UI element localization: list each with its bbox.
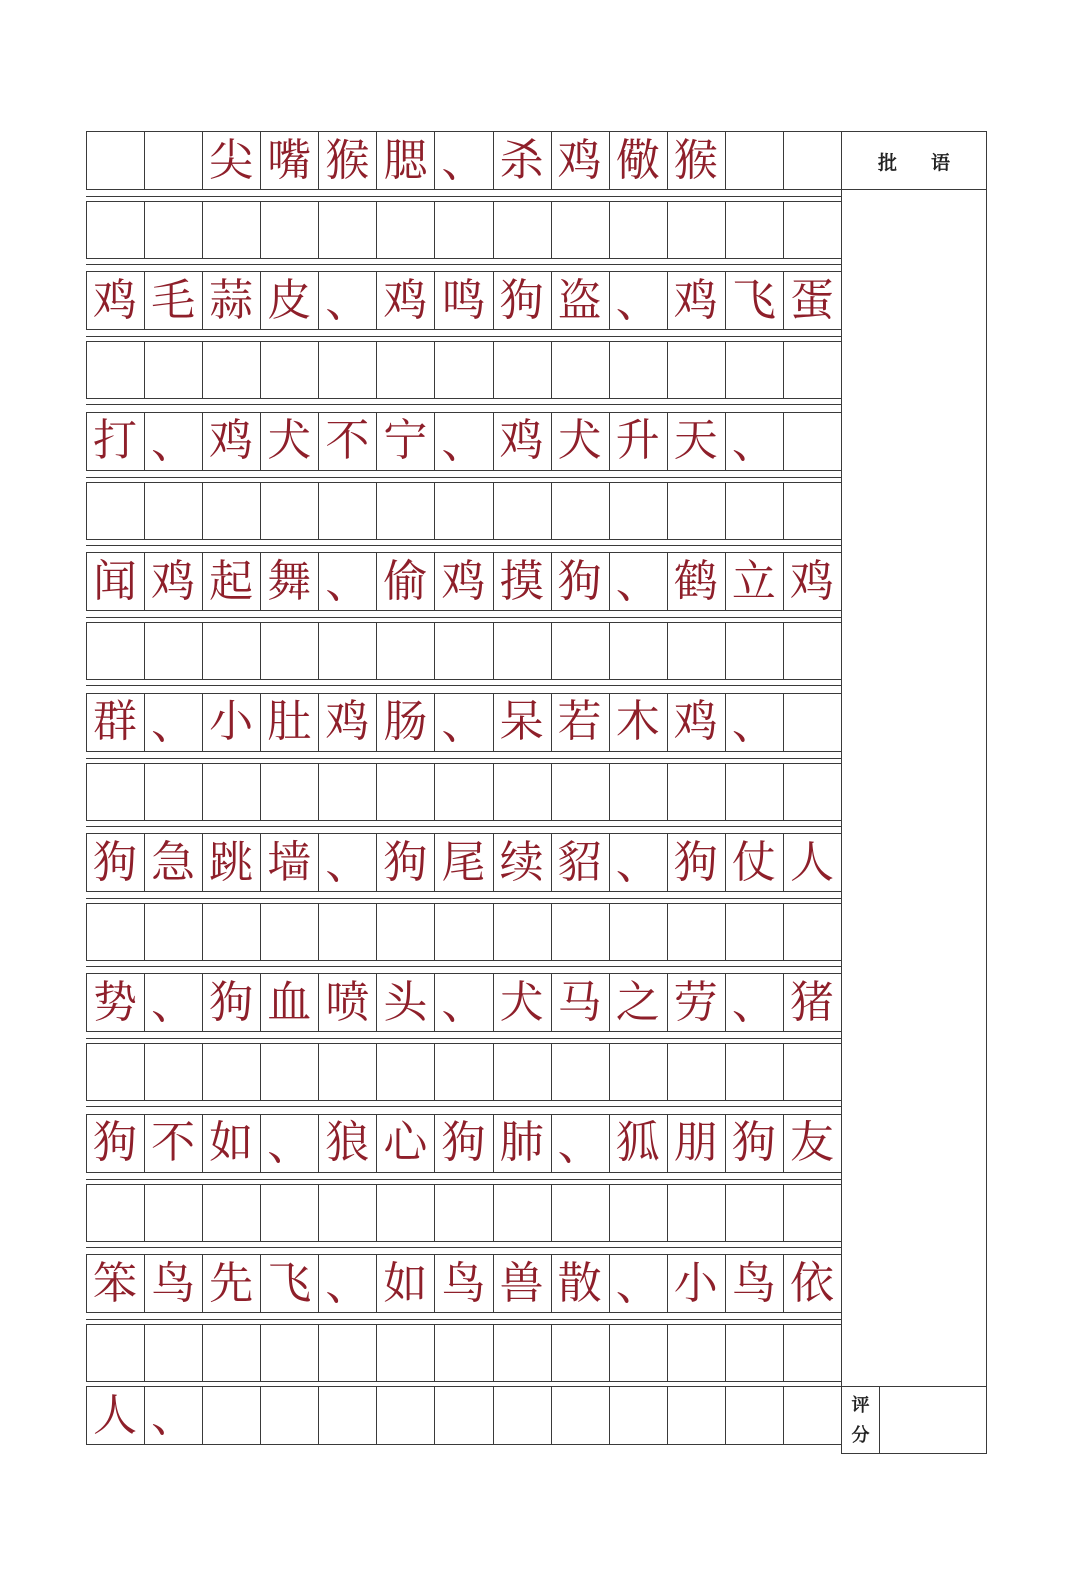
blank-cell [86,622,146,680]
handwritten-char: 打 [93,415,138,467]
blank-cell [260,341,320,399]
handwritten-char: 跳 [209,836,254,888]
blank-cell [725,903,785,961]
blank-cell [318,201,378,259]
blank-cell [144,482,204,540]
blank-cell [318,482,378,540]
blank-cell [376,482,436,540]
handwritten-char: 肠 [383,696,428,748]
handwritten-char: 如 [209,1117,254,1169]
side-panel [841,131,987,1454]
handwritten-char: 笨 [93,1257,138,1309]
blank-cell [202,482,262,540]
handwritten-char: 尾 [441,836,486,888]
blank-cell [609,622,669,680]
grid-cell [202,1386,262,1445]
handwritten-char: 散 [557,1257,602,1309]
handwritten-char: 猴 [325,134,370,186]
blank-cell [318,622,378,680]
handwritten-char: 偷 [383,555,428,607]
blank-cell [144,622,204,680]
handwritten-char: 鸡 [557,134,602,186]
handwritten-char: 、 [151,978,196,1030]
handwritten-char: 、 [267,1118,312,1170]
blank-cell [493,622,553,680]
handwritten-char: 狗 [93,836,138,888]
blank-cell [667,1184,727,1242]
handwritten-char: 头 [383,976,428,1028]
blank-cell [783,622,843,680]
handwritten-char: 起 [209,555,254,607]
handwritten-char: 舞 [267,555,312,607]
handwritten-char: 腮 [383,134,428,186]
blank-cell [434,903,494,961]
handwritten-char: 心 [383,1117,428,1169]
blank-cell [434,201,494,259]
handwritten-char: 猴 [673,134,718,186]
row-rule [86,826,841,827]
handwritten-char: 续 [499,836,544,888]
blank-cell [318,1324,378,1382]
handwritten-char: 小 [673,1257,718,1309]
handwritten-char: 人 [93,1389,138,1441]
handwritten-char: 、 [151,416,196,468]
handwritten-char: 如 [383,1257,428,1309]
handwritten-char: 、 [441,978,486,1030]
blank-cell [260,763,320,821]
blank-cell [260,1184,320,1242]
blank-cell [667,622,727,680]
blank-cell [86,903,146,961]
grid-cell [493,1386,553,1445]
blank-cell [434,622,494,680]
row-rule [86,404,841,405]
handwritten-char: 势 [93,976,138,1028]
blank-cell [493,201,553,259]
grid-cell [609,1386,669,1445]
blank-cell [551,1324,611,1382]
blank-cell [725,763,785,821]
blank-cell [144,1184,204,1242]
handwritten-char: 宁 [383,415,428,467]
handwritten-char: 、 [325,276,370,328]
blank-cell [202,1324,262,1382]
blank-cell [318,903,378,961]
handwritten-char: 肺 [499,1117,544,1169]
blank-cell [318,1043,378,1101]
handwritten-char: 不 [151,1117,196,1169]
blank-cell [86,482,146,540]
handwritten-char: 飞 [731,274,776,326]
blank-cell [493,1043,553,1101]
row-rule [86,898,841,899]
blank-cell [376,1184,436,1242]
handwritten-char: 、 [615,276,660,328]
handwritten-char: 盗 [557,274,602,326]
handwritten-char: 狗 [673,836,718,888]
handwritten-char: 木 [615,696,660,748]
blank-cell [144,1043,204,1101]
handwritten-char: 狐 [615,1117,660,1169]
handwritten-char: 墙 [267,836,312,888]
blank-cell [144,1324,204,1382]
grid-cell [86,131,146,190]
handwritten-char: 、 [615,1259,660,1311]
blank-cell [783,1324,843,1382]
grid-cell [434,1386,494,1445]
grid-cell [783,412,843,471]
handwritten-char: 鸡 [673,274,718,326]
handwritten-char: 狗 [499,274,544,326]
blank-cell [86,763,146,821]
blank-cell [551,1184,611,1242]
blank-cell [609,341,669,399]
handwritten-char: 若 [557,696,602,748]
blank-cell [609,1184,669,1242]
handwritten-char: 不 [325,415,370,467]
handwritten-char: 、 [325,838,370,889]
blank-cell [260,1324,320,1382]
comment-header [842,131,986,190]
blank-cell [86,1184,146,1242]
row-rule [86,1319,841,1320]
grid-cell [318,1386,378,1445]
handwritten-char: 杀 [499,134,544,186]
handwritten-char: 摸 [499,555,544,607]
handwritten-char: 马 [557,976,602,1028]
handwritten-char: 劳 [673,976,718,1028]
blank-cell [144,763,204,821]
handwritten-char: 鹤 [673,555,718,607]
blank-cell [609,201,669,259]
blank-cell [86,201,146,259]
blank-cell [260,482,320,540]
blank-cell [376,201,436,259]
blank-cell [551,482,611,540]
handwritten-char: 小 [209,696,254,748]
blank-cell [493,341,553,399]
blank-cell [609,1043,669,1101]
handwritten-char: 鸡 [383,274,428,326]
grid-cell [725,1386,785,1445]
blank-cell [318,763,378,821]
handwritten-char: 狗 [209,976,254,1028]
blank-cell [783,201,843,259]
blank-cell [609,763,669,821]
handwritten-char: 蛋 [789,274,834,326]
handwritten-char: 鸡 [325,696,370,748]
handwritten-char: 、 [731,978,776,1030]
blank-cell [144,341,204,399]
handwritten-char: 犬 [267,415,312,467]
handwritten-char: 鸡 [209,415,254,467]
row-rule [86,1179,841,1180]
blank-cell [376,622,436,680]
handwritten-char: 急 [151,836,196,888]
handwritten-char: 猪 [789,976,834,1028]
grid-cell [725,131,785,190]
blank-cell [725,201,785,259]
row-rule [86,196,841,197]
handwritten-char: 兽 [499,1257,544,1309]
blank-cell [609,1324,669,1382]
score-label-char: 评 [851,1395,870,1416]
blank-cell [667,1324,727,1382]
blank-cell [551,201,611,259]
handwritten-char: 朋 [673,1117,718,1169]
blank-cell [551,341,611,399]
row-rule [86,617,841,618]
blank-cell [725,1043,785,1101]
handwritten-char: 、 [615,557,660,609]
row-rule [86,477,841,478]
blank-cell [551,622,611,680]
handwritten-char: 、 [731,416,776,468]
score-divider [879,1387,880,1453]
handwritten-char: 喷 [325,976,370,1028]
blank-cell [202,1184,262,1242]
handwritten-char: 、 [441,416,486,468]
blank-cell [725,482,785,540]
row-rule [86,545,841,546]
handwritten-char: 貂 [557,836,602,888]
blank-cell [318,1184,378,1242]
handwritten-char: 之 [615,976,660,1028]
handwritten-char: 嘴 [267,134,312,186]
blank-cell [493,482,553,540]
blank-cell [260,903,320,961]
row-rule [86,1038,841,1039]
handwritten-char: 狗 [93,1117,138,1169]
blank-cell [202,622,262,680]
blank-cell [551,903,611,961]
handwritten-char: 、 [441,697,486,749]
row-rule [86,1106,841,1107]
row-rule [86,758,841,759]
blank-cell [434,482,494,540]
handwritten-char: 、 [615,838,660,889]
row-rule [86,336,841,337]
grid-cell [783,131,843,190]
handwritten-char: 、 [325,557,370,609]
blank-cell [434,1324,494,1382]
blank-cell [318,341,378,399]
handwritten-char: 犬 [557,415,602,467]
blank-cell [434,1184,494,1242]
score-label-char: 分 [851,1425,870,1446]
blank-cell [376,1043,436,1101]
blank-cell [376,763,436,821]
handwritten-char: 鸡 [673,696,718,748]
handwritten-char: 肚 [267,696,312,748]
blank-cell [609,482,669,540]
row-rule [86,264,841,265]
grid-cell [783,693,843,752]
handwritten-char: 鸡 [93,274,138,326]
blank-cell [260,1043,320,1101]
blank-cell [202,341,262,399]
handwritten-char: 鸡 [789,555,834,607]
handwritten-char: 狗 [383,836,428,888]
comment-label: 批语 [877,152,984,174]
blank-cell [260,622,320,680]
handwritten-char: 狗 [557,555,602,607]
grid-cell [376,1386,436,1445]
handwritten-char: 犬 [499,976,544,1028]
blank-cell [493,903,553,961]
handwritten-char: 飞 [267,1257,312,1309]
blank-cell [493,1184,553,1242]
blank-cell [376,903,436,961]
blank-cell [202,1043,262,1101]
blank-cell [551,763,611,821]
blank-cell [434,1043,494,1101]
row-rule [86,966,841,967]
blank-cell [202,201,262,259]
blank-cell [86,1324,146,1382]
blank-cell [725,1184,785,1242]
handwritten-char: 狗 [731,1117,776,1169]
handwritten-char: 依 [789,1257,834,1309]
blank-cell [667,201,727,259]
score-label [842,1387,879,1455]
blank-cell [144,903,204,961]
blank-cell [725,341,785,399]
blank-cell [86,341,146,399]
blank-cell [783,1184,843,1242]
handwritten-char: 人 [789,836,834,888]
blank-cell [493,1324,553,1382]
blank-cell [434,763,494,821]
handwritten-char: 鸡 [151,555,196,607]
handwritten-char: 仗 [731,836,776,888]
blank-cell [376,1324,436,1382]
grid-cell [551,1386,611,1445]
handwritten-char: 皮 [267,274,312,326]
handwritten-char: 群 [93,696,138,748]
blank-cell [783,763,843,821]
handwritten-char: 、 [557,1118,602,1170]
handwritten-char: 升 [615,415,660,467]
row-rule [86,1247,841,1248]
blank-cell [144,201,204,259]
grid-cell [144,131,204,190]
blank-cell [783,482,843,540]
blank-cell [667,763,727,821]
blank-cell [609,903,669,961]
handwritten-char: 鸡 [441,555,486,607]
handwritten-char: 血 [267,976,312,1028]
blank-cell [783,341,843,399]
blank-cell [86,1043,146,1101]
row-rule [86,685,841,686]
blank-cell [551,1043,611,1101]
blank-cell [202,903,262,961]
handwritten-char: 、 [325,1259,370,1311]
handwritten-char: 狼 [325,1117,370,1169]
blank-cell [783,1043,843,1101]
blank-cell [376,341,436,399]
blank-cell [783,903,843,961]
handwritten-char: 呆 [499,696,544,748]
handwritten-char: 友 [789,1117,834,1169]
score-box [842,1386,986,1454]
blank-cell [493,763,553,821]
handwritten-char: 鸡 [499,415,544,467]
blank-cell [725,622,785,680]
handwritten-char: 先 [209,1257,254,1309]
handwritten-char: 立 [731,555,776,607]
handwritten-char: 鸟 [441,1257,486,1309]
blank-cell [667,1043,727,1101]
blank-cell [667,903,727,961]
grid-cell [783,1386,843,1445]
handwritten-char: 、 [151,1391,196,1442]
handwritten-char: 蒜 [209,274,254,326]
handwritten-char: 、 [151,697,196,749]
handwritten-char: 鸟 [731,1257,776,1309]
blank-cell [667,482,727,540]
grid-cell [260,1386,320,1445]
handwritten-char: 、 [441,136,486,187]
handwritten-char: 狗 [441,1117,486,1169]
handwritten-char: 、 [731,697,776,749]
blank-cell [260,201,320,259]
blank-cell [434,341,494,399]
handwritten-char: 尖 [209,134,254,186]
blank-cell [725,1324,785,1382]
handwritten-char: 天 [673,415,718,467]
handwritten-char: 毛 [151,274,196,326]
blank-cell [202,763,262,821]
blank-cell [667,341,727,399]
handwritten-char: 鸣 [441,274,486,326]
handwritten-char: 鸟 [151,1257,196,1309]
handwritten-char: 儆 [615,134,660,186]
grid-cell [667,1386,727,1445]
handwritten-char: 闻 [93,555,138,607]
